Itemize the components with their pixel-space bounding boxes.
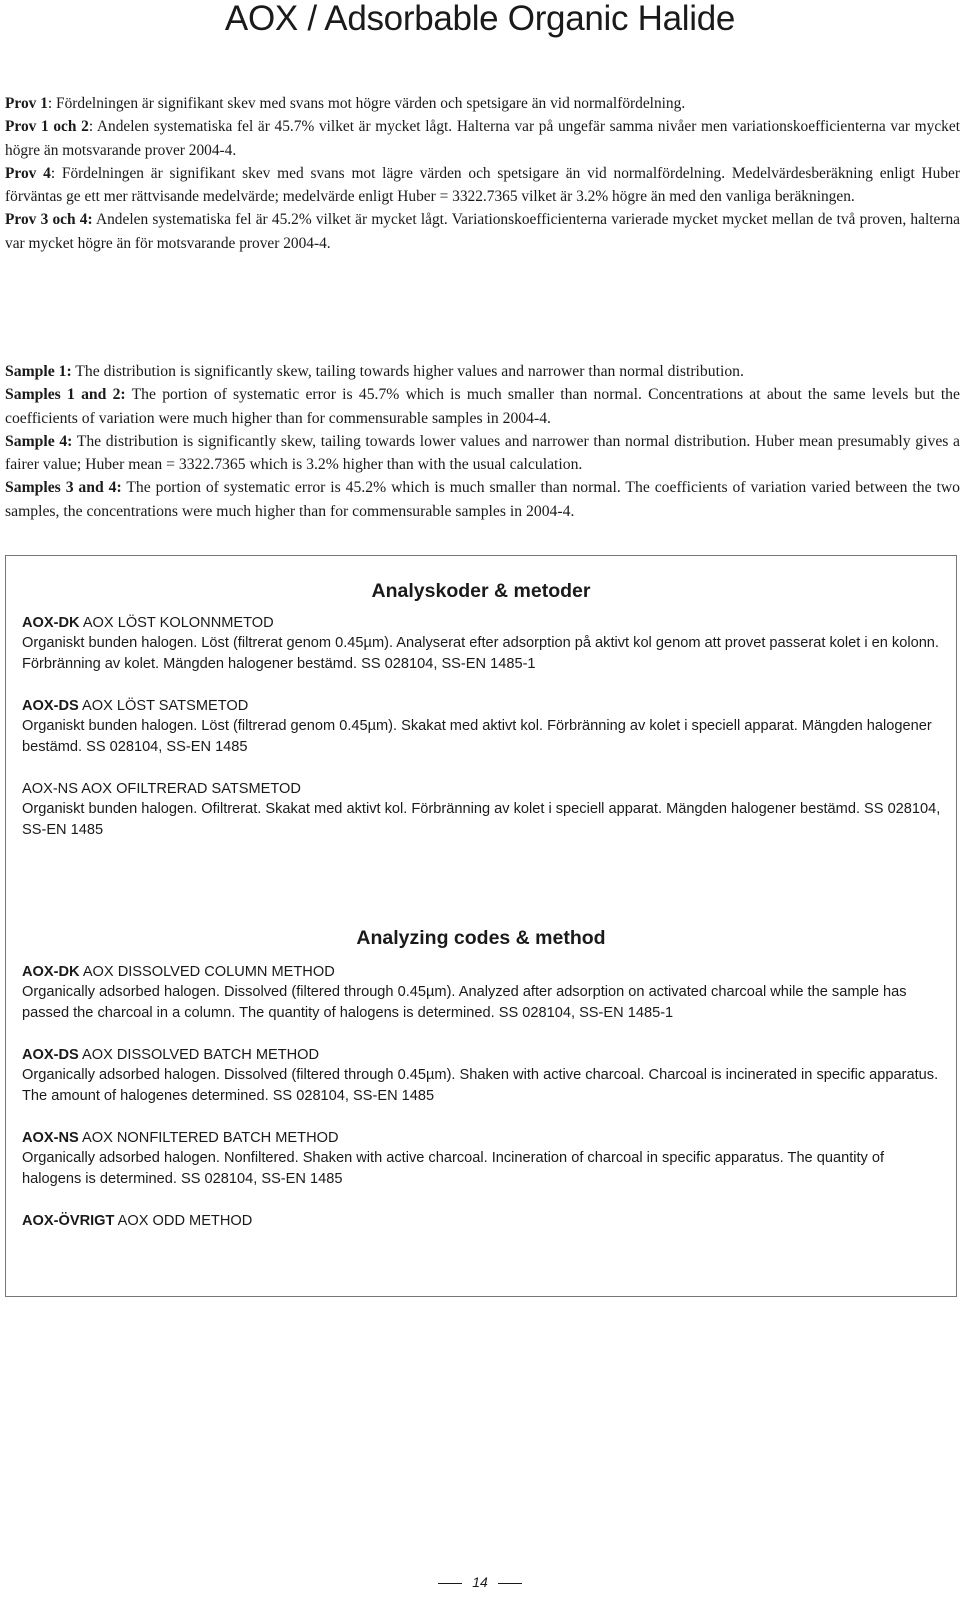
- method-code: AOX-DK: [22, 615, 80, 631]
- comment-text: The distribution is significantly skew, tailing towards lower values and narrower than normal distribution. Huber mean presumably gives a fairer value; Huber mean = 3322.7365 which is 3.2% higher than with the usual calculation.: [5, 432, 960, 474]
- comment-label: Prov 4: [5, 164, 51, 182]
- comment-text: The portion of systematic error is 45.7% which is much smaller than normal. Concentrations at about the same levels but the coefficients of variation were much higher than for commensurable samples in 2004-4.: [5, 386, 960, 427]
- comment-paragraph: [5, 92, 960, 115]
- comment-label: Sample 1:: [5, 363, 72, 380]
- footer-dash-left: [438, 1583, 462, 1584]
- comment-label: Samples 3 and 4:: [5, 479, 122, 497]
- method-entry: [22, 613, 946, 674]
- method-code: AOX-DK: [22, 964, 80, 980]
- comment-text: : Fördelningen är signifikant skev med svans mot högre värden och spetsigare än vid normalfördelning.: [47, 95, 686, 112]
- methods-heading-sv: Analyskoder & metoder: [371, 580, 591, 602]
- comment-text: : Fördelningen är signifikant skev med svans mot lägre värden och spetsigare än vid normalfördelning. Medelvärdesberäkning enligt Huber förväntas ge ett mer rättvisande medelvärde; medelvärde enligt Huber = 3322.7365 vilket är 3.2% högre än med den vanliga beräkningen.: [5, 164, 960, 206]
- comment-paragraph: [5, 476, 960, 523]
- comment-label: Samples 1 and 2:: [5, 386, 126, 404]
- method-description: Organically adsorbed halogen. Dissolved (filtered through 0.45µm). Analyzed after adsorption on activated charcoal while the sample has passed the charcoal in a column. The quantity of halogens is determined. SS 028104, SS-EN 1485-1: [22, 984, 907, 1021]
- method-entry: [22, 696, 946, 757]
- comment-label: Prov 1: [5, 95, 48, 112]
- comment-label: Sample 4:: [5, 432, 73, 450]
- method-entry: [22, 779, 946, 840]
- method-name: AOX LÖST KOLONNMETOD: [79, 615, 274, 631]
- method-code: AOX-ÖVRIGT: [22, 1213, 115, 1229]
- footer-dash-right: [498, 1583, 522, 1584]
- method-name: AOX DISSOLVED BATCH METHOD: [78, 1047, 320, 1063]
- comment-paragraph: [5, 162, 960, 209]
- methods-box: [5, 555, 957, 1297]
- method-entry: [22, 1211, 946, 1231]
- swedish-comments: [5, 92, 960, 255]
- english-comments: [5, 360, 960, 523]
- comment-paragraph: [5, 383, 960, 430]
- comment-text: : Andelen systematiska fel är 45.7% vilket är mycket lågt. Halterna var på ungefär samma nivåer men variationskoefficienterna var mycket högre än motsvarande prover 2004-4.: [5, 118, 960, 159]
- method-description: Organiskt bunden halogen. Löst (filtrerat genom 0.45µm). Analyserat efter adsorption på aktivt kol genom att provet passerat kolet i en kolonn. Förbränning av kolet. Mängden halogener bestämd. SS 028104, SS-EN 1485-1: [22, 635, 939, 672]
- method-entry: [22, 1128, 946, 1189]
- method-description: Organiskt bunden halogen. Ofiltrerat. Skakat med aktivt kol. Förbränning av kolet i speciell apparat. Mängden halogener bestämd. SS 028104, SS-EN 1485: [22, 801, 941, 838]
- method-description: Organiskt bunden halogen. Löst (filtrerad genom 0.45µm). Skakat med aktivt kol. Förbränning av kolet i speciell apparat. Mängden halogener bestämd. SS 028104, SS-EN 1485: [22, 718, 932, 755]
- method-entry: [22, 962, 946, 1023]
- method-name: AOX-NS AOX OFILTRERAD SATSMETOD: [22, 781, 301, 797]
- method-code: AOX-NS: [22, 1130, 79, 1146]
- method-name: AOX LÖST SATSMETOD: [78, 698, 249, 714]
- page-footer: [0, 1574, 960, 1590]
- method-name: AOX ODD METHOD: [114, 1213, 253, 1229]
- page-number: 14: [472, 1574, 488, 1590]
- comment-paragraph: [5, 208, 960, 255]
- comment-text: Andelen systematiska fel är 45.2% vilket är mycket lågt. Variationskoefficienterna varierade mycket mycket mellan de två proven, halterna var mycket högre än för motsvarande prover 2004-4.: [5, 211, 960, 252]
- method-code: AOX-DS: [22, 698, 79, 714]
- page-title: AOX / Adsorbable Organic Halide: [224, 0, 736, 38]
- comment-text: The distribution is significantly skew, tailing towards higher values and narrower than normal distribution.: [71, 363, 744, 380]
- method-description: Organically adsorbed halogen. Nonfiltered. Shaken with active charcoal. Incineration of charcoal in specific apparatus. The quantity of halogens is determined. SS 028104, SS-EN 1485: [22, 1150, 885, 1187]
- comment-label: Prov 3 och 4:: [5, 211, 93, 229]
- method-name: AOX DISSOLVED COLUMN METHOD: [79, 964, 335, 980]
- comment-label: Prov 1 och 2: [5, 118, 89, 136]
- comment-paragraph: [5, 430, 960, 477]
- methods-heading-en: Analyzing codes & method: [356, 927, 606, 949]
- method-name: AOX NONFILTERED BATCH METHOD: [78, 1130, 339, 1146]
- method-code: AOX-DS: [22, 1047, 79, 1063]
- method-description: Organically adsorbed halogen. Dissolved (filtered through 0.45µm). Shaken with active charcoal. Charcoal is incinerated in specific apparatus. The amount of halogenes determined. SS 028104, SS-EN 1485: [22, 1067, 939, 1104]
- method-entry: [22, 1045, 946, 1106]
- comment-paragraph: [5, 360, 960, 383]
- comment-paragraph: [5, 115, 960, 162]
- comment-text: The portion of systematic error is 45.2% which is much smaller than normal. The coefficients of variation varied between the two samples, the concentrations were much higher than for commensurable samples in 2004-4.: [5, 479, 960, 520]
